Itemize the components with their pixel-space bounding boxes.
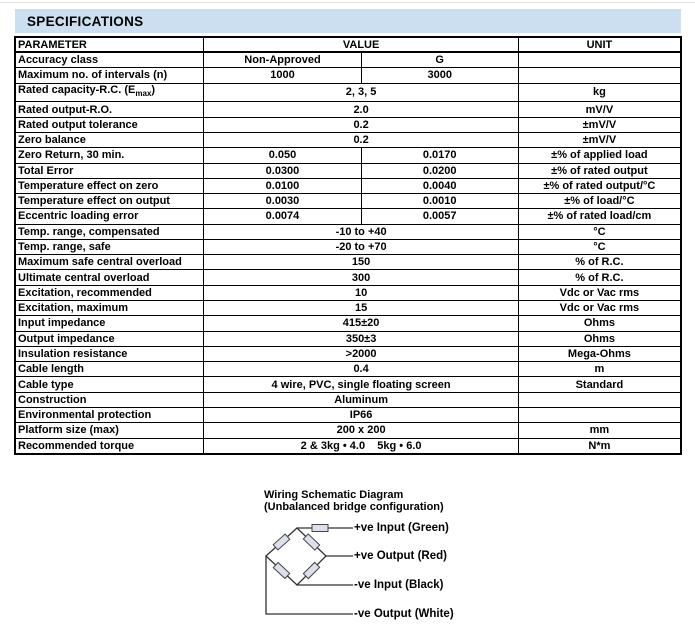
parameter-cell: Input impedance [15,316,204,331]
page-top-rule [0,2,695,3]
unit-cell: ±% of applied load [518,148,681,163]
value-cell: 2.0 [204,102,518,117]
value-cell: 0.2 [204,117,518,132]
parameter-cell: Temperature effect on output [15,194,204,209]
unit-cell: Vdc or Vac rms [518,285,681,300]
header-row [15,37,681,52]
value-cell: -20 to +70 [204,239,518,254]
parameter-cell: Temp. range, safe [15,239,204,254]
value-cell: >2000 [204,346,518,361]
value-cell: 0.0010 [361,194,518,209]
parameter-cell: Total Error [15,163,204,178]
value-cell: G [361,52,518,68]
unit-cell [518,408,681,423]
unit-cell: ±% of rated output [518,163,681,178]
value-cell: 200 x 200 [204,423,518,438]
table-row [15,255,681,270]
table-row [15,178,681,193]
specifications-table [14,36,682,455]
wire-label: -ve Input (Black) [354,579,444,591]
value-cell: Non-Approved [204,52,361,68]
parameter-cell: Eccentric loading error [15,209,204,224]
value-cell: 0.0170 [361,148,518,163]
parameter-cell: Rated output tolerance [15,117,204,132]
table-row [15,285,681,300]
value-cell: 0.0300 [204,163,361,178]
value-cell: 415±20 [204,316,518,331]
value-cell: 0.0040 [361,178,518,193]
table-row [15,239,681,254]
unit-cell: N*m [518,438,681,454]
parameter-cell: Ultimate central overload [15,270,204,285]
table-row [15,331,681,346]
table-row [15,377,681,392]
parameter-cell: Platform size (max) [15,423,204,438]
unit-cell: kg [518,83,681,102]
unit-cell [518,52,681,68]
schematic-subtitle: (Unbalanced bridge configuration) [264,501,444,513]
table-row [15,163,681,178]
table-row [15,438,681,454]
table-row [15,132,681,147]
parameter-cell: Temperature effect on zero [15,178,204,193]
value-cell: -10 to +40 [204,224,518,239]
value-cell: 3000 [361,68,518,83]
parameter-cell: Recommended torque [15,438,204,454]
table-row [15,408,681,423]
unit-cell [518,68,681,83]
wiring-schematic [250,488,580,629]
unit-cell: ±mV/V [518,132,681,147]
table-row [15,83,681,102]
table-row [15,362,681,377]
value-cell: 0.4 [204,362,518,377]
value-cell: 0.0057 [361,209,518,224]
unit-cell: Ohms [518,316,681,331]
unit-cell: Vdc or Vac rms [518,301,681,316]
wheatstone-bridge-diagram [250,520,355,620]
table-row [15,346,681,361]
table-row [15,392,681,407]
table-row [15,68,681,83]
parameter-cell: Output impedance [15,331,204,346]
value-cell: 0.050 [204,148,361,163]
value-cell: 2 & 3kg • 4.0 5kg • 6.0 [204,438,518,454]
table-row [15,194,681,209]
parameter-cell: Zero balance [15,132,204,147]
unit-cell: % of R.C. [518,270,681,285]
resistor [303,534,319,550]
unit-cell: Ohms [518,331,681,346]
wire-label: +ve Input (Green) [354,522,449,534]
unit-cell: ±% of rated output/°C [518,178,681,193]
value-cell: 300 [204,270,518,285]
resistor [273,534,290,550]
value-cell: 0.0100 [204,178,361,193]
value-cell: 350±3 [204,331,518,346]
value-cell: 150 [204,255,518,270]
table-row [15,270,681,285]
bridge-resistors [273,525,328,579]
parameter-cell: Rated output-R.O. [15,102,204,117]
column-header-value: VALUE [204,37,518,52]
table-row [15,423,681,438]
value-cell: 0.0030 [204,194,361,209]
value-cell: Aluminum [204,392,518,407]
unit-cell: Mega-Ohms [518,346,681,361]
value-cell: 4 wire, PVC, single floating screen [204,377,518,392]
unit-cell: ±% of rated load/cm [518,209,681,224]
spec-table-head [15,37,681,52]
wire-label: -ve Output (White) [354,608,454,620]
unit-cell: % of R.C. [518,255,681,270]
resistor [303,562,319,578]
table-row [15,224,681,239]
value-cell: 1000 [204,68,361,83]
value-cell: 15 [204,301,518,316]
resistor [273,562,289,578]
value-cell: IP66 [204,408,518,423]
parameter-cell: Excitation, maximum [15,301,204,316]
parameter-cell: Cable type [15,377,204,392]
unit-cell: m [518,362,681,377]
table-row [15,117,681,132]
parameter-cell: Construction [15,392,204,407]
section-title: SPECIFICATIONS [27,13,144,29]
parameter-cell: Insulation resistance [15,346,204,361]
value-cell: 0.0074 [204,209,361,224]
table-row [15,52,681,68]
unit-cell: ±% of load/°C [518,194,681,209]
value-cell: 10 [204,285,518,300]
parameter-cell: Maximum no. of intervals (n) [15,68,204,83]
unit-cell [518,392,681,407]
parameter-cell: Zero Return, 30 min. [15,148,204,163]
value-cell: 0.0200 [361,163,518,178]
unit-cell: mV/V [518,102,681,117]
parameter-cell: Rated capacity-R.C. $(E_{max})$ [15,83,204,102]
unit-cell: mm [518,423,681,438]
unit-cell: °C [518,239,681,254]
table-row [15,102,681,117]
wire-label: +ve Output (Red) [354,550,447,562]
resistor [312,525,328,532]
parameter-cell: Cable length [15,362,204,377]
unit-cell: Standard [518,377,681,392]
table-row [15,316,681,331]
column-header-unit: UNIT [518,37,681,52]
parameter-cell: Excitation, recommended [15,285,204,300]
unit-cell: °C [518,224,681,239]
parameter-cell: Accuracy class [15,52,204,68]
table-row [15,209,681,224]
column-header-parameter: PARAMETER [15,37,204,52]
spec-table-body [15,52,681,454]
table-row [15,301,681,316]
parameter-cell: Environmental protection [15,408,204,423]
parameter-cell: Maximum safe central overload [15,255,204,270]
section-header [15,9,681,33]
schematic-title: Wiring Schematic Diagram [264,489,404,501]
unit-cell: ±mV/V [518,117,681,132]
table-row [15,148,681,163]
parameter-cell: Temp. range, compensated [15,224,204,239]
value-cell: 0.2 [204,132,518,147]
value-cell: 2, 3, 5 [204,83,518,102]
